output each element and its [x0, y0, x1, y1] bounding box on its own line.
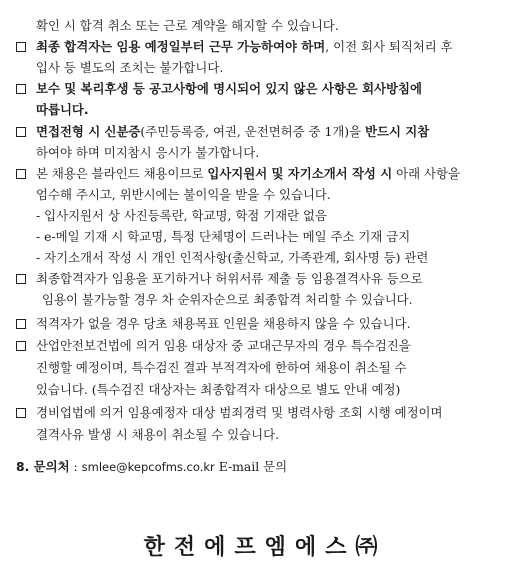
checkbox-icon	[16, 408, 26, 418]
line-text: - 자기소개서 작성 시 개인 인적사항(출신학교, 가족관계, 회사명 등) 관련	[36, 250, 429, 265]
company-name: 한전에프엠에스㈜	[143, 535, 387, 560]
line-text: 경비업법에 의거 임용예정자 대상 범죄경력 및 병력사항 조회 시행 예정이며	[36, 405, 443, 420]
bold-text: 보수 및 복리후생 등 공고사항에 명시되어 있지 않은 사항은 회사방침에	[36, 81, 422, 96]
bold-text: 따릅니다.	[36, 102, 89, 117]
bold-text: 반드시 지참	[365, 124, 430, 139]
contact-tail: E-mail 문의	[214, 459, 288, 474]
checkbox-icon	[16, 319, 26, 329]
bold-text: 최종 합격자는 임용 예정일부터 근무 가능하여야 하며	[36, 39, 326, 54]
checkbox-icon	[16, 341, 26, 351]
line-text	[36, 39, 453, 55]
plain-text: 아래 사항을	[392, 166, 460, 181]
line-text: 최종합격자가 임용을 포기하거나 허위서류 제출 등 임용결격사유 등으로	[36, 271, 423, 286]
line-text: - e-메일 기재 시 학교명, 특정 단체명이 드러나는 메일 주소 기재 금지	[36, 229, 411, 244]
line-text: 입사 등 별도의 조치는 불가합니다.	[36, 60, 224, 75]
contact-label: 8. 문의처	[16, 459, 70, 474]
line-text: 결격사유 발생 시 채용이 취소될 수 있습니다.	[36, 427, 280, 442]
checkbox-icon	[16, 169, 26, 179]
line-text: 적격자가 없을 경우 당초 채용목표 인원을 채용하지 않을 수 있습니다.	[36, 316, 411, 331]
checkbox-icon	[16, 42, 26, 52]
bold-text: 면접전형 시 신분증	[36, 124, 141, 139]
line-text: 엄수해 주시고, 위반시에는 불이익을 받을 수 있습니다.	[36, 187, 331, 202]
contact-email-link[interactable]: smlee@kepcofms.co.kr	[81, 460, 215, 474]
line-text: 임용이 불가능할 경우 차 순위자순으로 최종합격 처리할 수 있습니다.	[42, 292, 413, 307]
line-text: 확인 시 합격 취소 또는 근로 계약을 해지할 수 있습니다.	[36, 18, 339, 33]
plain-text: , 이전 회사 퇴직처리 후	[325, 39, 453, 54]
checkbox-icon	[16, 274, 26, 284]
contact-colon: :	[69, 459, 82, 474]
line-text: 있습니다. (특수검진 대상자는 최종합격자 대상으로 별도 안내 예정)	[36, 382, 401, 397]
contact-text	[16, 459, 287, 475]
line-text: - 입사지원서 상 사진등록란, 학교명, 학점 기재란 없음	[36, 208, 327, 223]
line-text	[36, 166, 460, 182]
checkbox-icon	[16, 84, 26, 94]
plain-text: 본 채용은 블라인드 채용이므로	[36, 166, 208, 181]
checkbox-icon	[16, 127, 26, 137]
bold-text: 입사지원서 및 자기소개서 작성 시	[207, 166, 393, 181]
line-text: 하여야 하며 미지참시 응시가 불가합니다.	[36, 145, 260, 160]
line-text	[36, 124, 429, 140]
line-text: 진행할 예정이며, 특수검진 결과 부적격자에 한하여 채용이 취소될 수	[36, 360, 407, 375]
plain-text: (주민등록증, 여권, 운전면허증 중 1개)을	[140, 124, 366, 139]
line-text: 산업안전보건법에 의거 임용 대상자 중 교대근무자의 경우 특수검진을	[36, 338, 411, 353]
